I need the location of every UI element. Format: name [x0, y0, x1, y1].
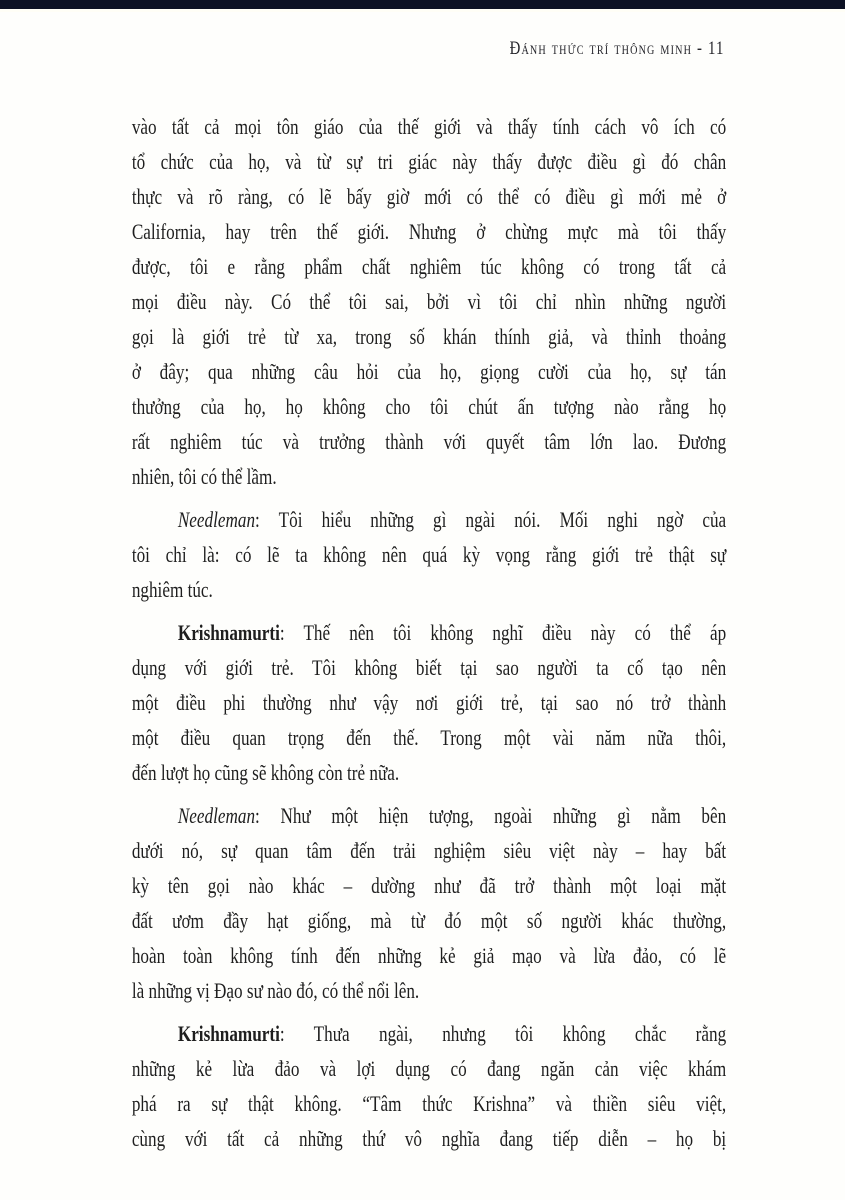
- text-line: dụng với giới trẻ. Tôi không biết tại sao người ta cố tạo nên: [131, 655, 727, 680]
- speaker-name: Krishnamurti: [177, 1021, 280, 1046]
- text-line: Needleman: Như một hiện tượng, ngoài những gì nằm bên: [177, 803, 727, 828]
- text-line: thực và rõ ràng, có lẽ bấy giờ mới có thể có điều gì mới mẻ ở: [131, 184, 727, 209]
- book-page: [0, 38, 845, 1156]
- top-edge-bar: [0, 0, 845, 9]
- speaker-name: Krishnamurti: [177, 620, 280, 645]
- text-line: phá ra sự thật không. “Tâm thức Krishna” và thiền siêu việt,: [131, 1091, 727, 1116]
- text-line: là những vị Đạo sư nào đó, có thể nổi lên.: [131, 978, 420, 1003]
- page-number: 11: [708, 38, 725, 59]
- text-line: Needleman: Tôi hiểu những gì ngài nói. Mối nghi ngờ của: [177, 507, 727, 532]
- text-line: thưởng của họ, họ không cho tôi chút ấn tượng nào rằng họ: [131, 394, 727, 419]
- text-line: cùng với tất cả những thứ vô nghĩa đang tiếp diễn – họ bị: [131, 1126, 727, 1151]
- text-line: đến lượt họ cũng sẽ không còn trẻ nữa.: [131, 760, 400, 785]
- text-line: dưới nó, sự quan tâm đến trải nghiệm siêu việt này – hay bất: [131, 838, 727, 863]
- text-line: tổ chức của họ, và từ sự tri giác này thấy được điều gì đó chân: [131, 149, 727, 174]
- header-separator: -: [692, 38, 709, 59]
- running-title: Đánh thức trí thông minh: [509, 38, 693, 59]
- text-line: ở đây; qua những câu hỏi của họ, giọng cười của họ, sự tán: [131, 359, 727, 384]
- text-line: một điều quan trọng đến thế. Trong một vài năm nữa thôi,: [131, 725, 727, 750]
- page-body: [132, 109, 726, 1156]
- page-edge-highlight: [0, 9, 845, 12]
- text-line: California, hay trên thế giới. Nhưng ở chừng mực mà tôi thấy: [131, 219, 727, 244]
- text-line: được, tôi e rằng phẩm chất nghiêm túc không có trong tất cả: [131, 254, 727, 279]
- text-line: rất nghiêm túc và trưởng thành với quyết tâm lớn lao. Đương: [131, 429, 727, 454]
- paragraph: [132, 798, 726, 1008]
- text-line: đất ươm đầy hạt giống, mà từ đó một số người khác thường,: [131, 908, 727, 933]
- text-line: kỳ tên gọi nào khác – dường như đã trở thành một loại mặt: [131, 873, 727, 898]
- text-line: những kẻ lừa đảo và lợi dụng có đang ngăn cản việc khám: [131, 1056, 727, 1081]
- text-line: nhiên, tôi có thể lầm.: [131, 464, 277, 489]
- paragraph: [132, 502, 726, 607]
- text-line: hoàn toàn không tính đến những kẻ giả mạo và lừa đảo, có lẽ: [131, 943, 727, 968]
- text-line: một điều phi thường như vậy nơi giới trẻ, tại sao nó trở thành: [131, 690, 727, 715]
- paragraph: [132, 109, 726, 494]
- paragraph: [132, 615, 726, 790]
- text-line: gọi là giới trẻ từ xa, trong số khán thính giả, và thỉnh thoảng: [131, 324, 727, 349]
- paragraph: [132, 1016, 726, 1156]
- text-line: mọi điều này. Có thể tôi sai, bởi vì tôi chỉ nhìn những người: [131, 289, 727, 314]
- text-line: tôi chỉ là: có lẽ ta không nên quá kỳ vọng rằng giới trẻ thật sự: [131, 542, 727, 567]
- text-line: vào tất cả mọi tôn giáo của thế giới và thấy tính cách vô ích có: [131, 114, 727, 139]
- text-line: nghiêm túc.: [131, 577, 213, 602]
- page-header: [0, 38, 725, 60]
- text-line: Krishnamurti: Thế nên tôi không nghĩ điều này có thể áp: [177, 620, 727, 645]
- speaker-name: Needleman: [177, 507, 256, 532]
- speaker-name: Needleman: [177, 803, 256, 828]
- text-line: Krishnamurti: Thưa ngài, nhưng tôi không chắc rằng: [177, 1021, 727, 1046]
